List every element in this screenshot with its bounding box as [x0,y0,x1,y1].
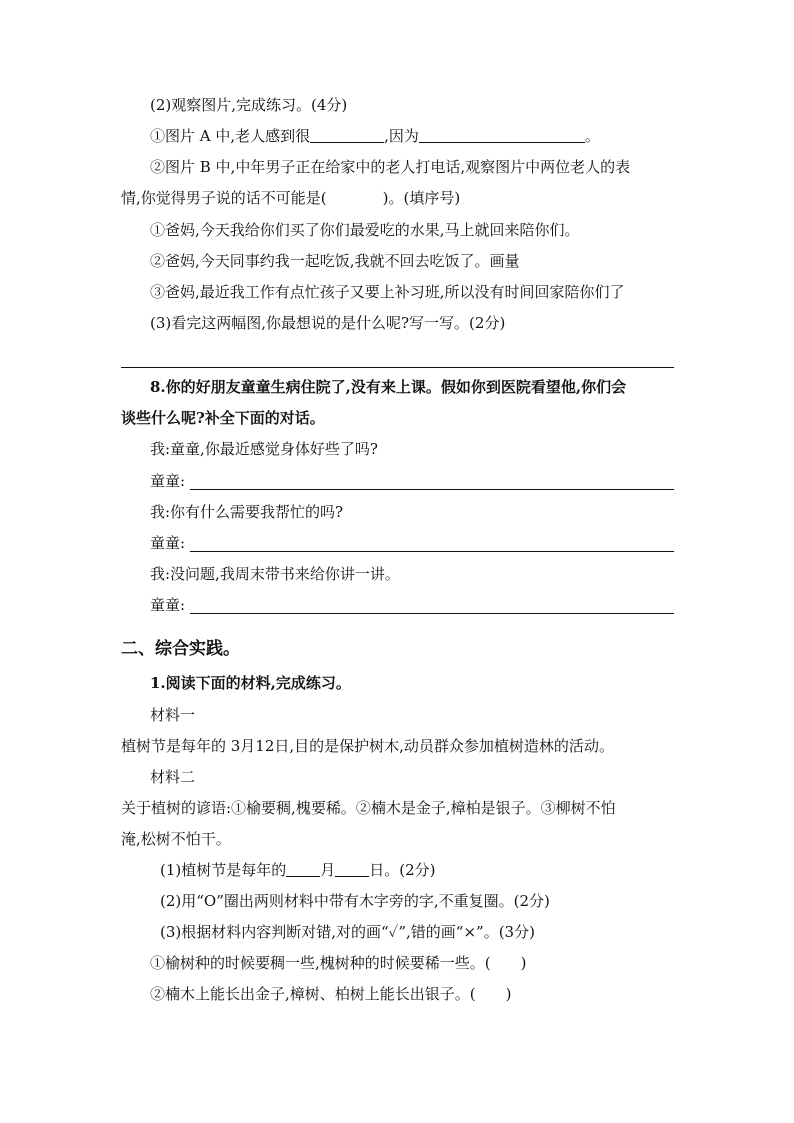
material1-body [121,731,681,762]
q3-prompt [150,308,680,339]
dialog-tongtong-2-answer-line[interactable] [190,551,674,552]
sub1-day-blank[interactable] [335,859,369,877]
option-1 [150,215,680,246]
sub1-month-blank[interactable] [286,859,320,877]
sub1-prefix: (1)植树节是每年的 [160,861,287,879]
q8-title-line2 [121,403,681,434]
material2-label-text: 材料二 [150,768,196,786]
q2-item2-line1-text: ②图片 B 中,中年男子正在给家中的老人打电话,观察图片中两位老人的表 [150,158,631,176]
dialog-tongtong-1-answer-line[interactable] [190,489,674,490]
q3-prompt-text: (3)看完这两幅图,你最想说的是什么呢?写一写。(2分) [150,314,506,332]
q2-item1-blank-reason[interactable] [419,125,585,143]
q2-item2-line2 [121,183,681,214]
judge-item-1 [150,948,680,979]
q2-item1 [150,121,680,152]
material1-label [150,700,680,731]
judge2-close: ) [505,985,512,1003]
option-2 [150,246,680,277]
q2-heading-text: (2)观察图片,完成练习。(4分) [150,96,348,114]
q2-item1-end: 。 [584,127,600,145]
dialog-tongtong-3-label: 童童: [150,596,186,614]
q8-title-line1 [150,372,680,403]
option-3 [150,277,680,308]
dialog-tongtong-3-answer-line[interactable] [190,613,674,614]
q2-item1-mid: ,因为 [384,127,419,145]
material1-label-text: 材料一 [150,706,196,724]
material1-body-text: 植树节是每年的 3月12日,目的是保护树木,动员群众参加植树造林的活动。 [121,737,614,755]
option-2-text: ②爸妈,今天同事约我一起吃饭,我就不回去吃饭了。画量 [150,252,520,270]
q2-item1-prefix: ①图片 A 中,老人感到很 [150,127,311,145]
judge1-close: ) [520,954,527,972]
dialog-me-3 [150,559,680,590]
sub-question-1 [160,855,680,886]
section2-heading-text: 二、综合实践。 [121,639,240,659]
material2-label [150,762,680,793]
judge-item-2 [150,979,680,1010]
dialog-me-2 [150,497,680,528]
q2-item2-line2-suffix: )。(填序号) [382,189,461,207]
judge1-text: ①榆树种的时候要稠一些,槐树种的时候要稀一些。( [150,954,491,972]
q2-item2-line1 [150,152,680,183]
dialog-tongtong-1 [150,466,674,497]
sub-question-2 [160,886,680,917]
dialog-tongtong-2 [150,528,674,559]
dialog-me-2-text: 我:你有什么需要我帮忙的吗? [150,503,344,521]
material2-line1 [121,793,681,824]
option-1-text: ①爸妈,今天我给你们买了你们最爱吃的水果,马上就回来陪你们。 [150,221,580,239]
q2-item1-blank-feeling[interactable] [310,125,384,143]
sub1-suffix: 日。(2分) [369,861,436,879]
dialog-tongtong-3 [150,590,674,621]
dialog-me-3-text: 我:没问题,我周末带书来给你讲一讲。 [150,565,400,583]
material2-line2-text: 淹,松树不怕干。 [121,830,231,848]
q2-item2-line2-prefix: 情,你觉得男子说的话不可能是( [121,189,327,207]
sub1-month-label: 月 [320,861,336,879]
dialog-tongtong-2-label: 童童: [150,534,186,552]
dialog-me-1-text: 我:童童,你最近感觉身体好些了吗? [150,440,378,458]
q3-answer-line[interactable] [121,367,674,368]
option-3-text: ③爸妈,最近我工作有点忙孩子又要上补习班,所以没有时间回家陪你们了 [150,283,625,301]
s2-q1-title [150,668,680,699]
dialog-me-1 [150,434,680,465]
s2-q1-title-text: 1.阅读下面的材料,完成练习。 [150,674,351,692]
q2-heading [150,90,680,121]
material2-line2 [121,824,681,855]
sub-question-3 [160,917,680,948]
q8-title-line1-text: 8.你的好朋友童童生病住院了,没有来上课。假如你到医院看望他,你们会 [150,378,627,396]
sub2-text: (2)用“O”圈出两则材料中带有木字旁的字,不重复圈。(2分) [160,892,550,910]
dialog-tongtong-1-label: 童童: [150,472,186,490]
material2-line1-text: 关于植树的谚语:①榆要稠,槐要稀。②楠木是金子,樟柏是银子。③柳树不怕 [121,799,616,817]
q8-title-line2-text: 谈些什么呢?补全下面的对话。 [121,409,325,427]
section2-heading [121,634,240,665]
sub3-text: (3)根据材料内容判断对错,对的画“✓”,错的画“×”。(3分) [160,923,535,941]
judge2-text: ②楠木上能长出金子,樟树、柏树上能长出银子。( [150,985,476,1003]
